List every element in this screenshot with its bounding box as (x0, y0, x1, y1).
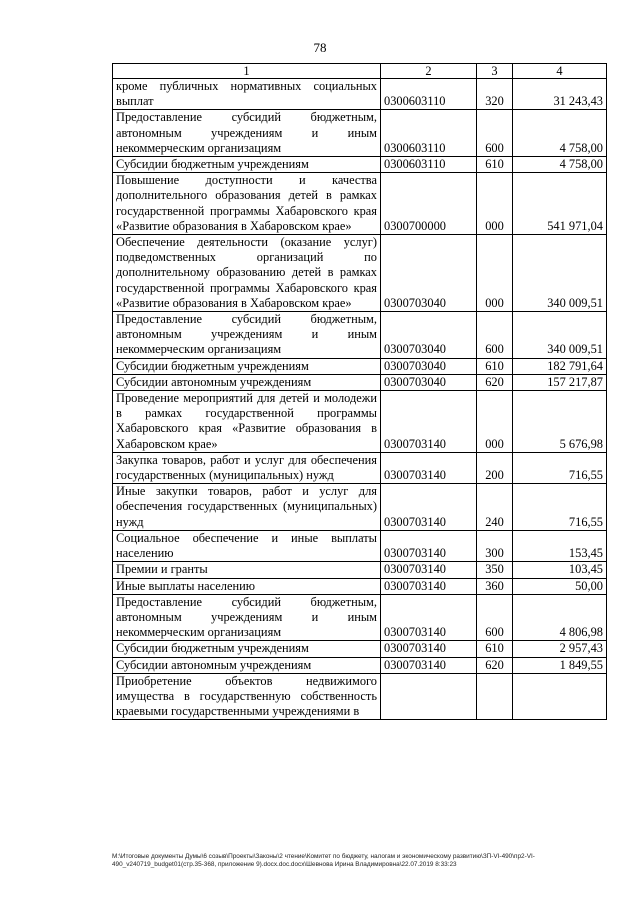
table-row (113, 312, 607, 359)
table-row (113, 641, 607, 657)
row-vr-cell: 200 (477, 452, 513, 483)
row-name-cell: Иные закупки товаров, работ и услуг для обеспечения государственных (муниципальных) нужд (113, 484, 381, 531)
row-amount-cell (513, 673, 607, 720)
table-row (113, 594, 607, 641)
table-row (113, 657, 607, 673)
table-row (113, 562, 607, 578)
row-code-cell: 0300703140 (381, 657, 477, 673)
table-row (113, 391, 607, 453)
row-name-cell: Социальное обеспечение и иные выплаты населению (113, 530, 381, 561)
row-vr-cell: 000 (477, 235, 513, 312)
row-amount-cell: 153,45 (513, 530, 607, 561)
row-vr-cell: 620 (477, 374, 513, 390)
row-code-cell: 0300703140 (381, 530, 477, 561)
table-row (113, 157, 607, 173)
table-row (113, 484, 607, 531)
table-row (113, 578, 607, 594)
row-amount-cell: 4 758,00 (513, 110, 607, 157)
table-row (113, 235, 607, 312)
row-code-cell: 0300703140 (381, 452, 477, 483)
row-vr-cell: 360 (477, 578, 513, 594)
row-name-cell: Обеспечение деятельности (оказание услуг) подведомственных организаций по дополнительному образованию детей в рамках государственной программы Хабаровского края «Развитие образования в Хабаровском крае» (113, 235, 381, 312)
row-vr-cell: 600 (477, 312, 513, 359)
row-amount-cell: 541 971,04 (513, 173, 607, 235)
row-vr-cell: 240 (477, 484, 513, 531)
table-row (113, 173, 607, 235)
row-code-cell: 0300603110 (381, 110, 477, 157)
row-amount-cell: 2 957,43 (513, 641, 607, 657)
row-amount-cell: 1 849,55 (513, 657, 607, 673)
budget-table (112, 63, 607, 720)
row-amount-cell: 5 676,98 (513, 391, 607, 453)
row-code-cell: 0300703140 (381, 578, 477, 594)
row-name-cell: кроме публичных нормативных социальных выплат (113, 79, 381, 110)
row-name-cell: Закупка товаров, работ и услуг для обеспечения государственных (муниципальных) нужд (113, 452, 381, 483)
row-name-cell: Повышение доступности и качества дополнительного образования детей в рамках государственной программы Хабаровского края «Развитие образования в Хабаровском крае» (113, 173, 381, 235)
row-vr-cell: 610 (477, 641, 513, 657)
table-row (113, 530, 607, 561)
row-amount-cell: 103,45 (513, 562, 607, 578)
table-row (113, 358, 607, 374)
row-amount-cell: 4 758,00 (513, 157, 607, 173)
row-code-cell: 0300703140 (381, 391, 477, 453)
row-code-cell: 0300703140 (381, 641, 477, 657)
row-vr-cell: 000 (477, 173, 513, 235)
row-name-cell: Проведение мероприятий для детей и молодежи в рамках государственной программы Хабаровского края «Развитие образования в Хабаровском крае» (113, 391, 381, 453)
table-header-row (113, 64, 607, 79)
row-name-cell: Предоставление субсидий бюджетным, автономным учреждениям и иным некоммерческим организациям (113, 110, 381, 157)
row-code-cell: 0300703040 (381, 235, 477, 312)
page-number: 78 (313, 40, 327, 55)
row-name-cell: Предоставление субсидий бюджетным, автономным учреждениям и иным некоммерческим организациям (113, 312, 381, 359)
row-amount-cell: 716,55 (513, 452, 607, 483)
header-col-2: 2 (381, 64, 477, 79)
row-vr-cell: 000 (477, 391, 513, 453)
row-name-cell: Премии и гранты (113, 562, 381, 578)
row-name-cell: Субсидии автономным учреждениям (113, 374, 381, 390)
row-vr-cell (477, 673, 513, 720)
row-vr-cell: 320 (477, 79, 513, 110)
row-code-cell: 0300703040 (381, 312, 477, 359)
header-col-4: 4 (513, 64, 607, 79)
row-name-cell: Субсидии автономным учреждениям (113, 657, 381, 673)
row-name-cell: Иные выплаты населению (113, 578, 381, 594)
table-row (113, 673, 607, 720)
row-name-cell: Приобретение объектов недвижимого имущества в государственную собственность краевыми государственными учреждениями в (113, 673, 381, 720)
row-vr-cell: 610 (477, 358, 513, 374)
row-vr-cell: 600 (477, 594, 513, 641)
row-vr-cell: 620 (477, 657, 513, 673)
row-amount-cell: 50,00 (513, 578, 607, 594)
row-code-cell: 0300603110 (381, 79, 477, 110)
row-code-cell: 0300703140 (381, 484, 477, 531)
row-amount-cell: 340 009,51 (513, 312, 607, 359)
row-name-cell: Предоставление субсидий бюджетным, автономным учреждениям и иным некоммерческим организациям (113, 594, 381, 641)
row-amount-cell: 4 806,98 (513, 594, 607, 641)
row-vr-cell: 350 (477, 562, 513, 578)
table-row (113, 452, 607, 483)
row-amount-cell: 340 009,51 (513, 235, 607, 312)
row-amount-cell: 716,55 (513, 484, 607, 531)
row-amount-cell: 31 243,43 (513, 79, 607, 110)
row-code-cell: 0300703040 (381, 374, 477, 390)
row-code-cell: 0300700000 (381, 173, 477, 235)
row-vr-cell: 610 (477, 157, 513, 173)
row-code-cell: 0300703140 (381, 594, 477, 641)
row-amount-cell: 182 791,64 (513, 358, 607, 374)
header-col-1: 1 (113, 64, 381, 79)
row-code-cell: 0300603110 (381, 157, 477, 173)
document-footer-path: M:\Итоговые документы Думы\6 созыв\Проекты\Законы\2 чтение\Комитет по бюджету, налогам и экономическому развитию\ЗП-VI-490\пр2-VI-490_v240719_budget01(стр.35-368, приложение 9).docx.doc.docx\Шевнова Ирина Владимировна\22.07.2019 8:33:23 (112, 853, 535, 868)
row-code-cell: 0300703140 (381, 562, 477, 578)
table-row (113, 374, 607, 390)
table-row (113, 110, 607, 157)
row-code-cell (381, 673, 477, 720)
row-name-cell: Субсидии бюджетным учреждениям (113, 358, 381, 374)
row-amount-cell: 157 217,87 (513, 374, 607, 390)
row-vr-cell: 300 (477, 530, 513, 561)
row-vr-cell: 600 (477, 110, 513, 157)
row-name-cell: Субсидии бюджетным учреждениям (113, 157, 381, 173)
row-name-cell: Субсидии бюджетным учреждениям (113, 641, 381, 657)
row-code-cell: 0300703040 (381, 358, 477, 374)
table-row (113, 79, 607, 110)
header-col-3: 3 (477, 64, 513, 79)
